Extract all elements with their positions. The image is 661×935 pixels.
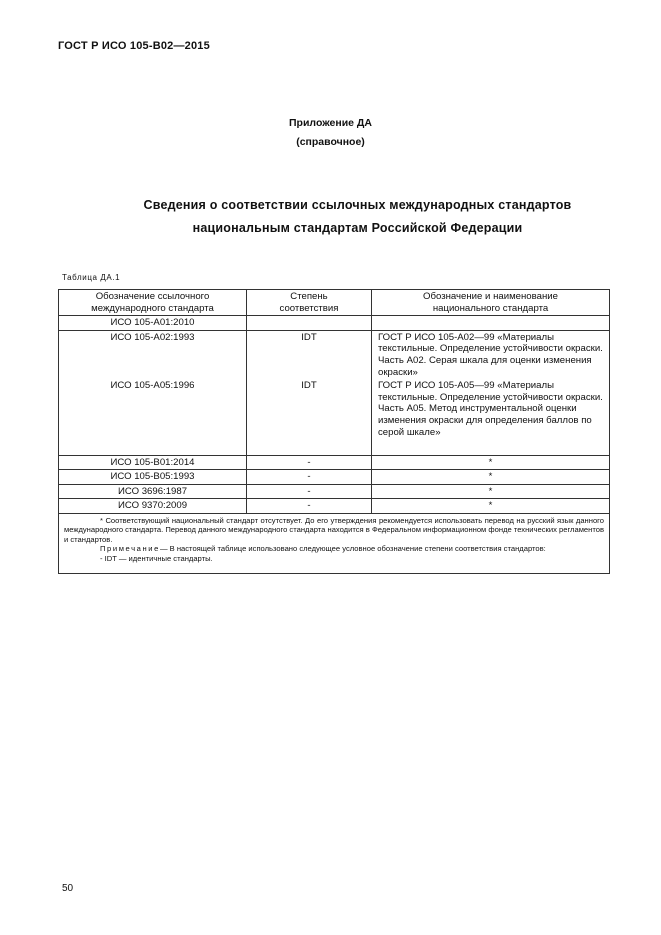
table-row (59, 455, 610, 470)
table-row (59, 484, 610, 499)
national-standard-cell: * (372, 499, 610, 514)
national-standard-cell: * (372, 470, 610, 485)
table-row (59, 330, 610, 379)
degree-cell: - (247, 499, 372, 514)
table-footnote-cell (59, 514, 610, 574)
national-standard-cell: ГОСТ Р ИСО 105-А05—99 «Материалы текстильные. Определение устойчивости окраски. Часть А05. Метод инструментальной оценки изменения окраски для определения баллов по серой шкале» (372, 379, 610, 455)
national-standard-cell: ГОСТ Р ИСО 105-А02—99 «Материалы текстильные. Определение устойчивости окраски. Часть А02. Серая шкала для оценки изменения окраски» (372, 330, 610, 379)
table-row (59, 316, 610, 331)
page-number: 50 (62, 883, 74, 894)
reference-standard-cell: ИСО 105-А01:2010 (59, 316, 247, 331)
reference-standard-cell: ИСО 105-В05:1993 (59, 470, 247, 485)
national-standard-cell: * (372, 484, 610, 499)
degree-cell: - (247, 470, 372, 485)
appendix-title: Приложение ДА (289, 117, 372, 129)
column-header-text: Обозначение и наименование (423, 291, 558, 302)
reference-standard-cell: ИСО 105-А02:1993 (59, 330, 247, 379)
column-header-reference-standard (59, 290, 247, 316)
document-code-header: ГОСТ Р ИСО 105-В02—2015 (58, 40, 210, 52)
table-header-row (59, 290, 610, 316)
degree-cell: - (247, 484, 372, 499)
reference-standard-cell: ИСО 3696:1987 (59, 484, 247, 499)
column-header-text: международного стандарта (91, 302, 214, 314)
table-row (59, 379, 610, 455)
national-standard-cell (372, 316, 610, 331)
note-item: - IDT — идентичные стандарты. (100, 553, 213, 563)
degree-cell (247, 316, 372, 331)
column-header-national-standard (372, 290, 610, 316)
table-footnote-row (59, 514, 610, 574)
appendix-subtitle: (справочное) (296, 136, 365, 148)
column-header-degree (247, 290, 372, 316)
note-paragraph (64, 544, 604, 553)
table-row (59, 499, 610, 514)
reference-standard-cell: ИСО 105-В01:2014 (59, 455, 247, 470)
column-header-text: Степень (290, 291, 328, 302)
table-label: Таблица ДА.1 (62, 273, 121, 282)
section-heading-line-1: Сведения о соответствии ссылочных международных стандартов (143, 198, 572, 212)
column-header-text: соответствия (279, 302, 339, 314)
table-row (59, 470, 610, 485)
reference-standard-cell: ИСО 9370:2009 (59, 499, 247, 514)
footnote-text: * Соответствующий национальный стандарт отсутствует. До его утверждения рекомендуется использовать перевод на русский язык данного международного стандарта. Перевод данного международного стандарта находится в Федеральном информационном фонде технических регламентов и стандартов. (64, 516, 604, 544)
correspondence-table (58, 289, 610, 574)
column-header-text: национального стандарта (432, 302, 549, 314)
section-heading-line-2: национальным стандартам Российской Федерации (192, 221, 523, 235)
note-text: — В настоящей таблице использовано следующее условное обозначение степени соответствия стандартов: (159, 544, 546, 554)
note-label: Примечание (100, 544, 160, 554)
reference-standard-cell: ИСО 105-А05:1996 (59, 379, 247, 455)
national-standard-cell: * (372, 455, 610, 470)
column-header-text: Обозначение ссылочного (95, 291, 210, 302)
degree-cell: - (247, 455, 372, 470)
degree-cell: IDT (247, 330, 372, 379)
degree-cell: IDT (247, 379, 372, 455)
